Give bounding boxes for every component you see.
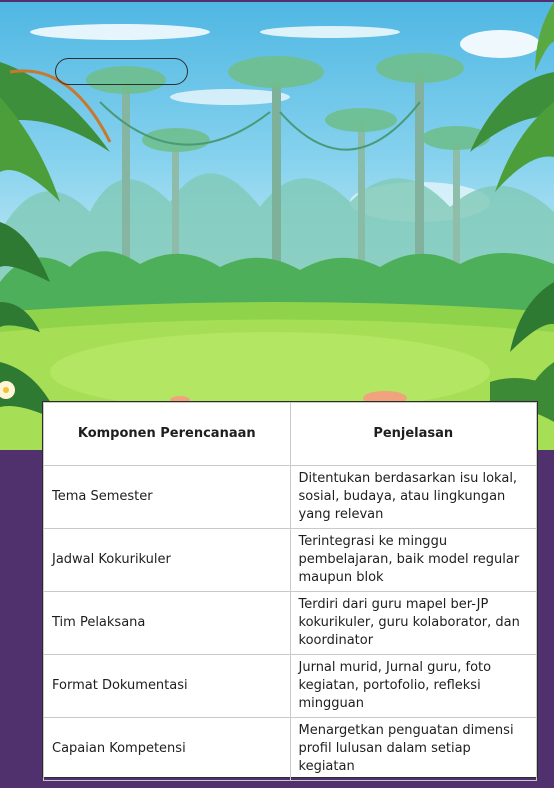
table-row xyxy=(44,655,537,718)
cell-komponen: Tema Semester xyxy=(44,466,291,529)
cell-penjelasan: Terintegrasi ke minggu pembelajaran, baik model regular maupun blok xyxy=(290,529,537,592)
cell-penjelasan: Jurnal murid, Jurnal guru, foto kegiatan, portofolio, refleksi mingguan xyxy=(290,655,537,718)
decorative-pill-outline xyxy=(55,58,188,85)
table-row xyxy=(44,592,537,655)
table-header-row xyxy=(44,403,537,466)
cell-komponen: Capaian Kompetensi xyxy=(44,718,291,781)
table-row xyxy=(44,718,537,781)
planning-table xyxy=(42,401,538,778)
cell-komponen: Format Dokumentasi xyxy=(44,655,291,718)
cell-komponen: Tim Pelaksana xyxy=(44,592,291,655)
cell-penjelasan: Menargetkan penguatan dimensi profil lulusan dalam setiap kegiatan xyxy=(290,718,537,781)
header-penjelasan: Penjelasan xyxy=(290,403,537,466)
table-row xyxy=(44,529,537,592)
cell-penjelasan: Terdiri dari guru mapel ber-JP kokurikuler, guru kolaborator, dan koordinator xyxy=(290,592,537,655)
table-row xyxy=(44,466,537,529)
cell-penjelasan: Ditentukan berdasarkan isu lokal, sosial, budaya, atau lingkungan yang relevan xyxy=(290,466,537,529)
header-komponen: Komponen Perencanaan xyxy=(44,403,291,466)
cell-komponen: Jadwal Kokurikuler xyxy=(44,529,291,592)
